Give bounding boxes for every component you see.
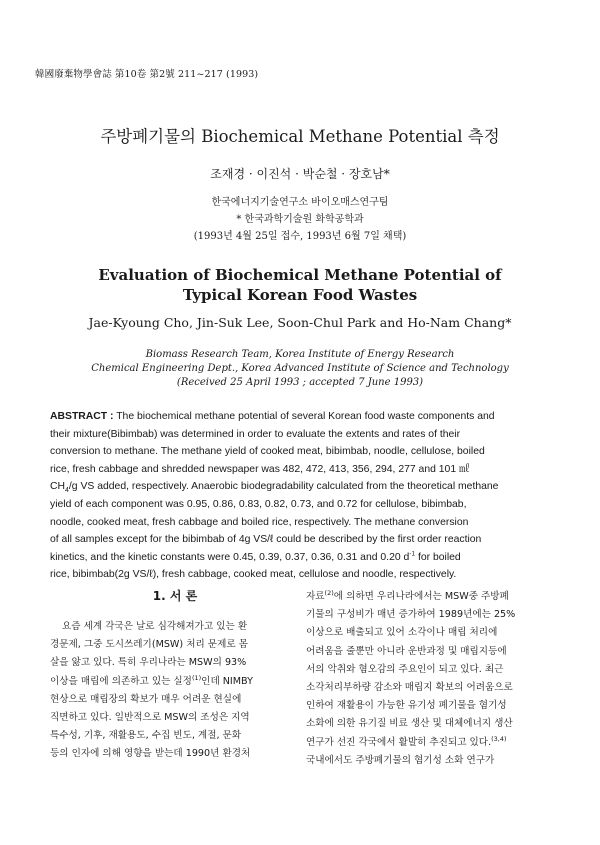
abstract-line: noodle, cooked meat, fresh cabbage and boiled rice, respectively. The methane conversion: [50, 516, 469, 528]
english-affiliation-1: Biomass Research Team, Korea Institute of Energy Research: [145, 349, 455, 360]
body-line: 특수성, 기후, 재활용도, 수집 빈도, 계절, 문화: [50, 730, 242, 742]
korean-received-dates: (1993년 4월 25일 접수, 1993년 6월 7일 채택): [193, 231, 407, 242]
superscript: -1: [409, 550, 416, 558]
body-line: 기물의 구성비가 매년 증가하여 1989년에는 25%: [306, 609, 516, 621]
abstract-line: rice, fresh cabbage and shredded newspaper was 482, 472, 413, 356, 294, 277 and 101 ㎖: [50, 463, 470, 475]
english-received-dates: (Received 25 April 1993 ; accepted 7 June 1993): [176, 377, 424, 388]
abstract-text: /g VS added, respectively. Anaerobic biodegradability calculated from the theoretical methane: [68, 481, 499, 493]
left-column: [50, 588, 300, 764]
korean-affiliation-2: * 한국과학기술원 화학공학과: [236, 214, 364, 225]
citation: (2): [324, 588, 334, 597]
abstract-line: conversion to methane. The methane yield of cooked meat, bibimbab, noodle, cellulose, boiled: [50, 446, 485, 458]
subscript: 4: [65, 487, 69, 495]
english-authors: Jae-Kyoung Cho, Jin-Suk Lee, Soon-Chul Park and Ho-Nam Chang*: [88, 315, 512, 330]
body-line: [306, 734, 562, 752]
korean-authors: 조재경 · 이진석 · 박순철 · 장호남*: [210, 167, 390, 181]
abstract-text: CH: [50, 481, 66, 493]
body-text: 에 의하면 우리나라에서는 MSW중 주방폐: [333, 591, 509, 602]
body-line: 소화에 의한 유기질 비료 생산 및 대체에너지 생산: [306, 718, 513, 730]
body-text: 인데 NIMBY: [201, 675, 253, 687]
body-line: 경문제, 그중 도시쓰레기(MSW) 처리 문제로 몸: [50, 639, 248, 651]
citation: (3,4): [491, 734, 507, 743]
body-text: 연구가 선진 각국에서 활발히 추진되고 있다.: [306, 736, 492, 748]
english-affiliation-2: Chemical Engineering Dept., Korea Advanced Institute of Science and Technology: [91, 363, 509, 374]
abstract-line: of all samples except for the bibimbab of 4g VS/ℓ could be described by the first order reaction: [50, 534, 482, 546]
english-title-line-2: Typical Korean Food Wastes: [182, 286, 418, 304]
body-line: 등의 인자에 의해 영향을 받는데 1990년 환경처: [50, 748, 251, 760]
body-line: 어려움을 줄뿐만 아니라 운반과정 및 매립지등에: [306, 645, 507, 657]
body-line: 이상으로 배출되고 있어 소각이나 매립 처리에: [306, 627, 498, 639]
body-text: 자료: [306, 591, 325, 602]
journal-header: 韓國廢棄物學會誌 第10卷 第2號 211~217 (1993): [35, 69, 259, 80]
body-line: 국내에서도 주방폐기물의 혐기성 소화 연구가: [306, 754, 495, 766]
body-line: [306, 588, 562, 606]
abstract: [50, 408, 555, 584]
english-title: [0, 265, 600, 305]
section-title-introduction: 1. 서 론: [152, 589, 198, 603]
korean-title: 주방폐기물의 Biochemical Methane Potential 측정: [100, 127, 500, 146]
citation: (1): [191, 673, 202, 682]
abstract-line: rice, bibimbab(2g VS/ℓ), fresh cabbage, cooked meat, cellulose and noodle, respectively.: [50, 569, 457, 581]
body-line: 현상으로 매립장의 확보가 매우 어려운 현실에: [50, 693, 242, 705]
abstract-line: their mixture(Bibimbab) was determined in order to evaluate the extents and rates of their: [50, 428, 461, 440]
body-line: 직면하고 있다. 일반적으로 MSW의 조성은 지역: [50, 712, 250, 724]
body-line: 소각처리부하량 감소와 매립지 확보의 어려움으로: [306, 682, 513, 694]
body-line: 인하여 재활용이 가능한 유기성 폐기물을 혐기성: [306, 700, 507, 712]
korean-affiliation-1: 한국에너지기술연구소 바이오매스연구팀: [211, 197, 389, 208]
abstract-text: for boiled: [415, 551, 461, 563]
abstract-label: ABSTRACT :: [50, 411, 114, 422]
right-column: [306, 588, 562, 770]
body-line: 서의 악취와 혐오감의 주요인이 되고 있다. 최근: [306, 663, 504, 675]
english-title-line-1: Evaluation of Biochemical Methane Potential of: [98, 266, 502, 284]
body-text: 이상을 매립에 의존하고 있는 실정: [50, 675, 192, 687]
abstract-line: yield of each component was 0.95, 0.86, 0.83, 0.82, 0.73, and 0.72 for cellulose, bibimbab,: [50, 498, 467, 510]
body-line: [50, 673, 300, 691]
abstract-line: The biochemical methane potential of several Korean food waste components and: [116, 411, 495, 422]
body-line: 요즘 세계 각국은 날로 심각해져가고 있는 환: [62, 621, 248, 632]
body-line: 살을 앓고 있다. 특히 우리나라는 MSW의 93%: [50, 657, 247, 669]
abstract-text: kinetics, and the kinetic constants were 0.45, 0.39, 0.37, 0.36, 0.31 and 0.20 d: [50, 551, 410, 563]
abstract-line: [50, 549, 555, 567]
abstract-line: [50, 478, 555, 496]
